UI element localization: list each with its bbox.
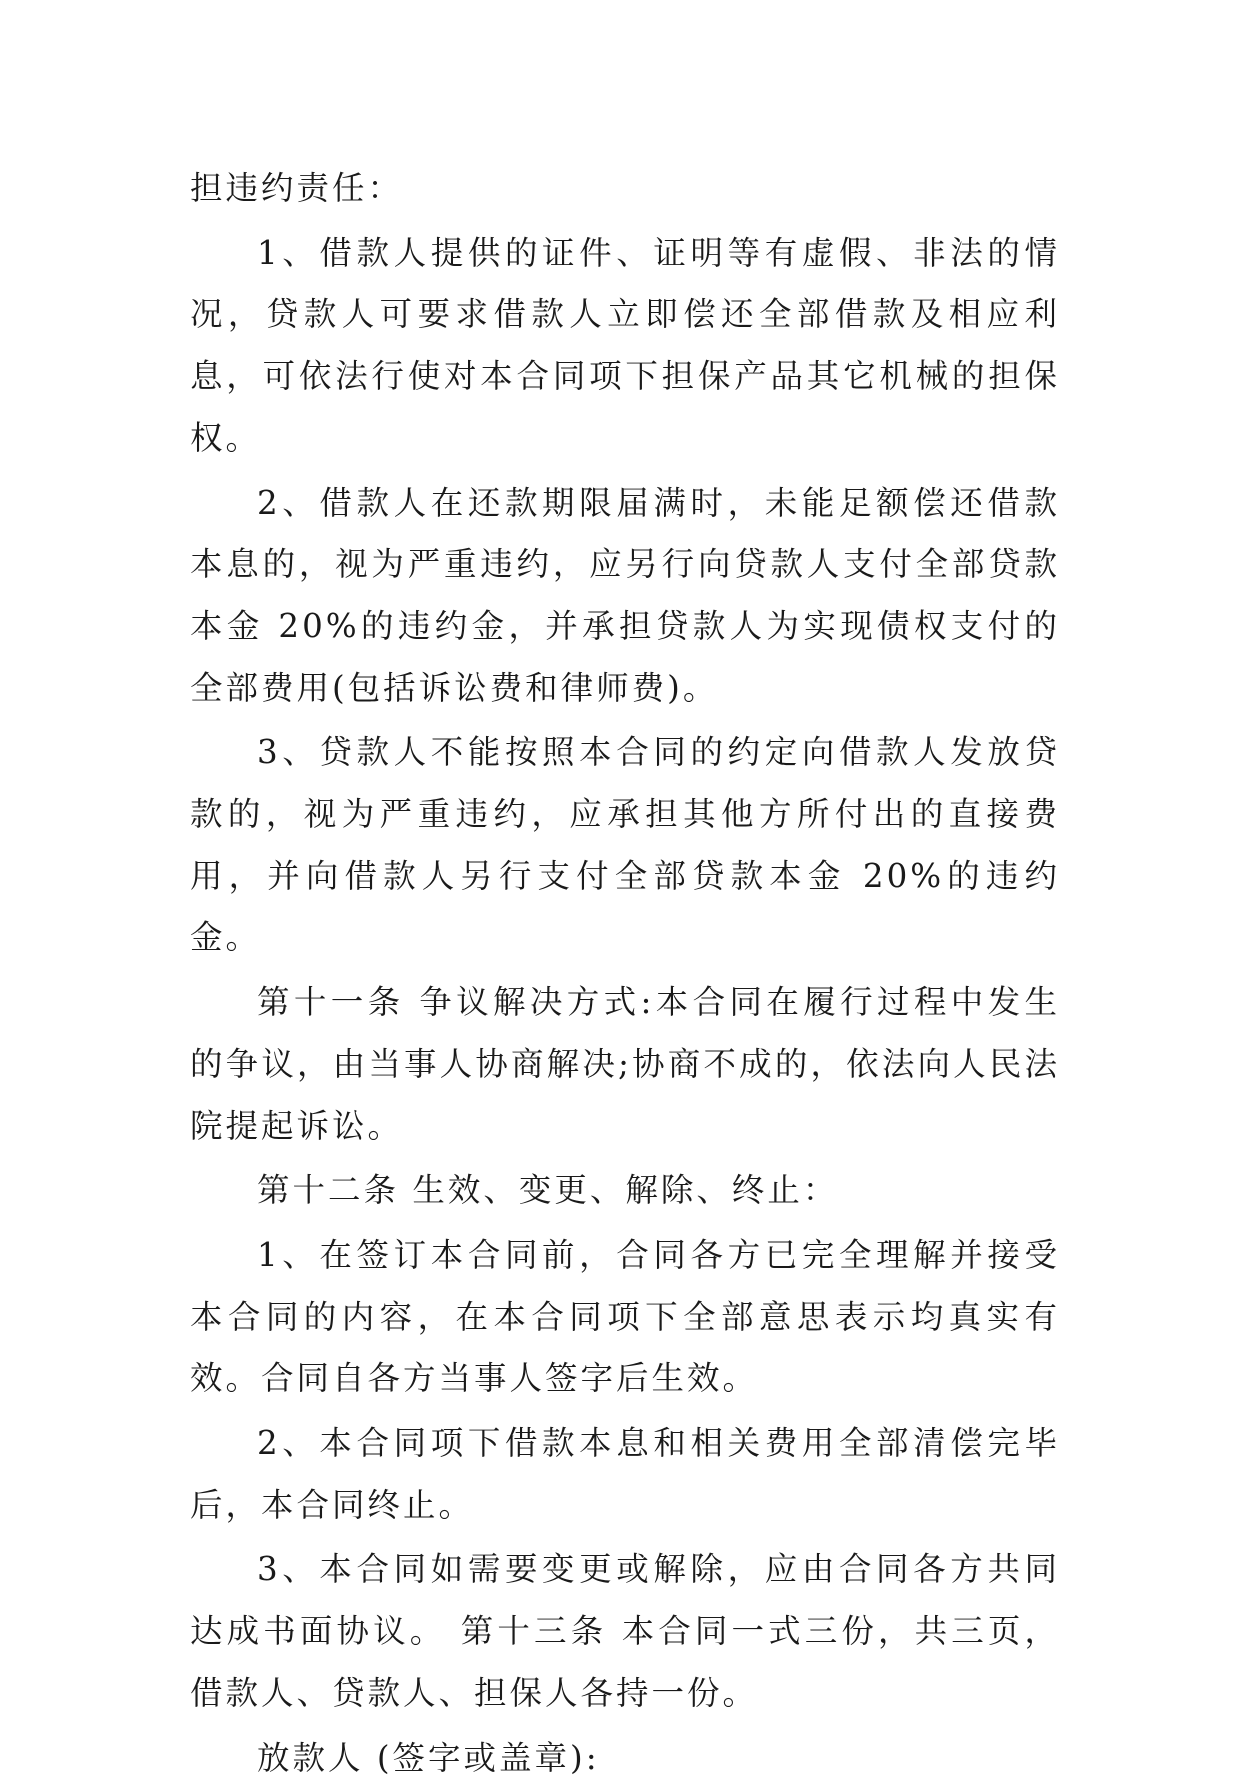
paragraph-article-12-item-2: 2、本合同项下借款本息和相关费用全部清偿完毕后，本合同终止。 (190, 1424, 1060, 1524)
paragraph-clause-1-false-documents: 1、借款人提供的证件、证明等有虚假、非法的情况，贷款人可要求借款人立即偿还全部借款及相应利息，可依法行使对本合同项下担保产品其它机械的担保权。 (190, 233, 1060, 457)
paragraph-article-11-dispute-resolution: 第十一条 争议解决方式:本合同在履行过程中发生的争议，由当事人协商解决;协商不成的，依法向人民法院提起诉讼。 (190, 983, 1060, 1145)
paragraph-lender-signature: 放款人 (签字或盖章): (257, 1738, 600, 1777)
paragraph-article-12-item-3: 3、本合同如需要变更或解除，应由合同各方共同达成书面协议。 第十三条 本合同一式三份，共三页， 借款人、贷款人、担保人各持一份。 (190, 1550, 1060, 1712)
paragraph-clause-2-borrower-default: 2、借款人在还款期限届满时，未能足额偿还借款本息的，视为严重违约，应另行向贷款人支付全部贷款本金 20%的违约金，并承担贷款人为实现债权支付的全部费用(包括诉讼费和律师费)。 (190, 483, 1060, 707)
paragraph-clause-3-lender-default: 3、贷款人不能按照本合同的约定向借款人发放贷款的，视为严重违约，应承担其他方所付出的直接费用，并向借款人另行支付全部贷款本金 20%的违约金。 (190, 733, 1060, 957)
paragraph-article-12-item-1: 1、在签订本合同前，合同各方已完全理解并接受本合同的内容，在本合同项下全部意思表示均真实有效。合同自各方当事人签字后生效。 (190, 1235, 1060, 1398)
document-body (190, 158, 1060, 1789)
paragraph-article-12-heading: 第十二条 生效、变更、解除、终止： (257, 1171, 839, 1210)
paragraph-liability-heading: 担违约责任： (190, 169, 404, 207)
